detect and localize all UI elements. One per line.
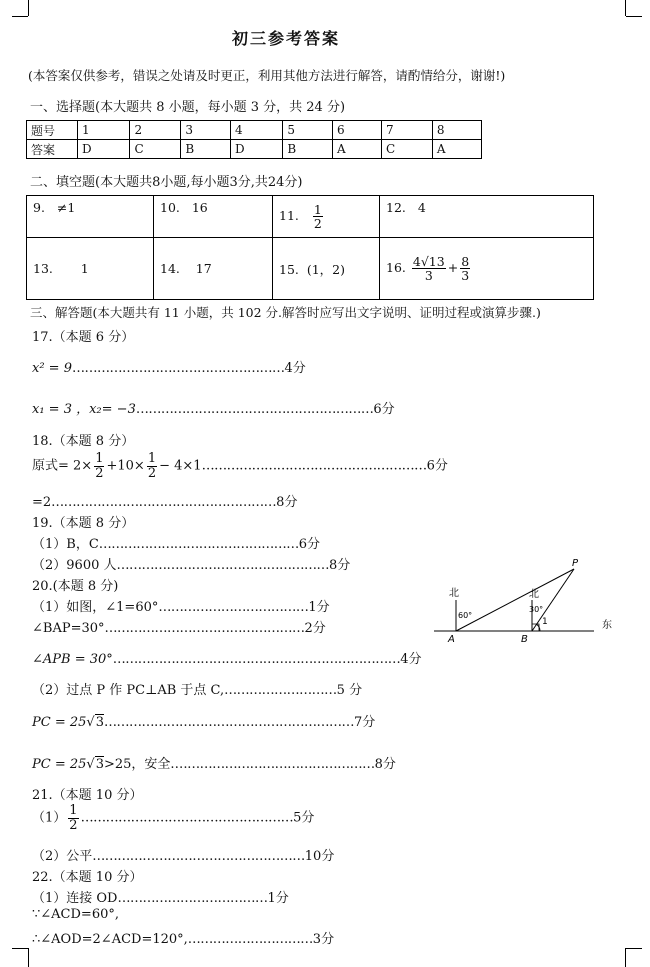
cell: B xyxy=(181,140,231,159)
question-number: 10. xyxy=(160,200,180,215)
q22-heading: 22.（本题 10 分） xyxy=(32,870,143,885)
crop-mark xyxy=(28,948,29,967)
question-number: 11. xyxy=(279,208,299,223)
bearing-figure xyxy=(432,556,622,646)
segment-ap xyxy=(456,569,574,631)
crop-mark xyxy=(626,948,642,949)
section-2-heading: 二、填空题(本大题共8小题,每小题3分,共24分) xyxy=(30,175,303,190)
fill-cell xyxy=(154,196,273,238)
q17-line-1: x² = 9……………………………………………4分 xyxy=(32,361,306,376)
question-number: 15. xyxy=(279,261,299,277)
fraction: $\frac{8}{3}$ xyxy=(461,253,470,283)
q22-line-1: （1）连接 OD………………………………1分 xyxy=(32,891,289,906)
angle-label-30: 30° xyxy=(529,605,544,614)
crop-mark xyxy=(625,0,626,16)
question-number: 14. xyxy=(160,261,180,276)
cell: 2 xyxy=(130,121,181,140)
point-a: A xyxy=(448,634,455,645)
choice-answer-table xyxy=(26,120,482,159)
q20-line-4: （2）过点 P 作 PC⊥AB 于点 C,………………………5 分 xyxy=(32,683,363,698)
cell: 7 xyxy=(382,121,433,140)
answer: 4 xyxy=(417,200,426,215)
q19-heading: 19.（本题 8 分） xyxy=(32,516,135,531)
q21-line-2: （2）公平……………………………………………10分 xyxy=(32,849,335,864)
question-number: 9. xyxy=(33,200,45,215)
crop-mark xyxy=(626,16,642,17)
point-b: B xyxy=(521,634,528,645)
fill-cell xyxy=(27,196,154,238)
answer: 16 xyxy=(191,200,208,215)
fill-cell xyxy=(27,238,154,300)
fill-cell xyxy=(273,238,380,300)
q22-line-3: ∴∠AOD=2∠ACD=120°,…………………………3分 xyxy=(32,932,335,947)
angle-label-60: 60° xyxy=(458,611,473,620)
north-label-a: 北 xyxy=(449,588,459,599)
question-number: 12. xyxy=(386,200,406,215)
q20-line-5: PC = 25√3……………………………………………………7分 xyxy=(32,715,376,730)
q20-line-1: （1）如图，∠1=60°………………………………1分 xyxy=(32,600,330,615)
answer: 17 xyxy=(195,261,212,276)
page-title: 初三参考答案 xyxy=(232,29,341,48)
cell: C xyxy=(382,140,433,159)
section-1-heading: 一、选择题(本大题共 8 小题，每小题 3 分，共 24 分) xyxy=(30,100,346,115)
row-label: 答案 xyxy=(27,140,78,159)
fraction: $\frac{1}{2}$ xyxy=(313,201,322,231)
angle-label-1: 1 xyxy=(542,617,548,627)
fill-cell xyxy=(154,238,273,300)
answer: 1 xyxy=(80,261,89,276)
q17-heading: 17.（本题 6 分） xyxy=(32,330,135,345)
q22-line-2: ∵∠ACD=60°, xyxy=(32,907,119,922)
segment-bp xyxy=(532,569,574,631)
plus-sign: + xyxy=(447,260,459,275)
answer: (1，2) xyxy=(306,261,346,277)
q20-line-6: PC = 25√3>25，安全.…………………………………………8分 xyxy=(32,757,396,772)
cell: 4 xyxy=(230,121,282,140)
q18-line-1: 原式= 2× $\frac{1}{2}$ +10× $\frac{1}{2}$ − 4×1………………………………………………6分 xyxy=(32,451,448,481)
fill-cell xyxy=(380,238,594,300)
crop-mark xyxy=(12,948,28,949)
q21-line-1: （1） $\frac{1}{2}$ ……………………………………………5分 xyxy=(32,803,315,833)
fill-cell xyxy=(273,196,380,238)
crop-mark xyxy=(12,16,28,17)
cell: 1 xyxy=(78,121,130,140)
row-label: 题号 xyxy=(27,121,78,140)
point-p: P xyxy=(572,558,579,569)
crop-mark xyxy=(28,0,29,16)
q21-heading: 21.（本题 10 分） xyxy=(32,788,143,803)
question-number: 16. xyxy=(386,260,406,275)
cell: D xyxy=(230,140,282,159)
cell: 5 xyxy=(283,121,333,140)
q18-heading: 18.（本题 8 分） xyxy=(32,434,135,449)
answer-note: (本答案仅供参考，错误之处请及时更正，利用其他方法进行解答，请酌情给分，谢谢!) xyxy=(28,68,506,83)
cell: 3 xyxy=(181,121,231,140)
q18-line-2: =2………………………………………………8分 xyxy=(32,495,298,510)
q19-line-2: （2）9600 人……………………………………………8分 xyxy=(32,558,351,573)
cell: B xyxy=(283,140,333,159)
q19-line-1: （1）B，C…………………………………………6分 xyxy=(32,537,321,552)
fill-cell xyxy=(380,196,594,238)
east-label: 东 xyxy=(602,620,612,631)
q17-line-2: x₁ = 3 ，x₂= −3…………………………………………………6分 xyxy=(32,402,395,417)
fill-blank-table xyxy=(26,195,594,300)
q20-heading: 20.(本题 8 分) xyxy=(32,579,119,594)
cell: A xyxy=(332,140,381,159)
north-label-b: 北 xyxy=(529,589,539,600)
cell: 8 xyxy=(432,121,481,140)
cell: A xyxy=(432,140,481,159)
cell: D xyxy=(78,140,130,159)
cell: C xyxy=(130,140,181,159)
question-number: 13. xyxy=(33,261,53,276)
answer: ≠1 xyxy=(56,200,76,215)
section-3-heading: 三、解答题(本大题共有 11 小题，共 102 分.解答时应写出文字说明、证明过程或演算步骤.) xyxy=(30,305,541,320)
fraction: $\frac{4√13}{3}$ xyxy=(412,253,445,283)
q20-line-3: ∠APB = 30°……………………………………………………………4分 xyxy=(32,652,422,667)
cell: 6 xyxy=(332,121,381,140)
crop-mark xyxy=(625,948,626,967)
q20-line-2: ∠BAP=30°…………………………………………2分 xyxy=(32,621,326,636)
